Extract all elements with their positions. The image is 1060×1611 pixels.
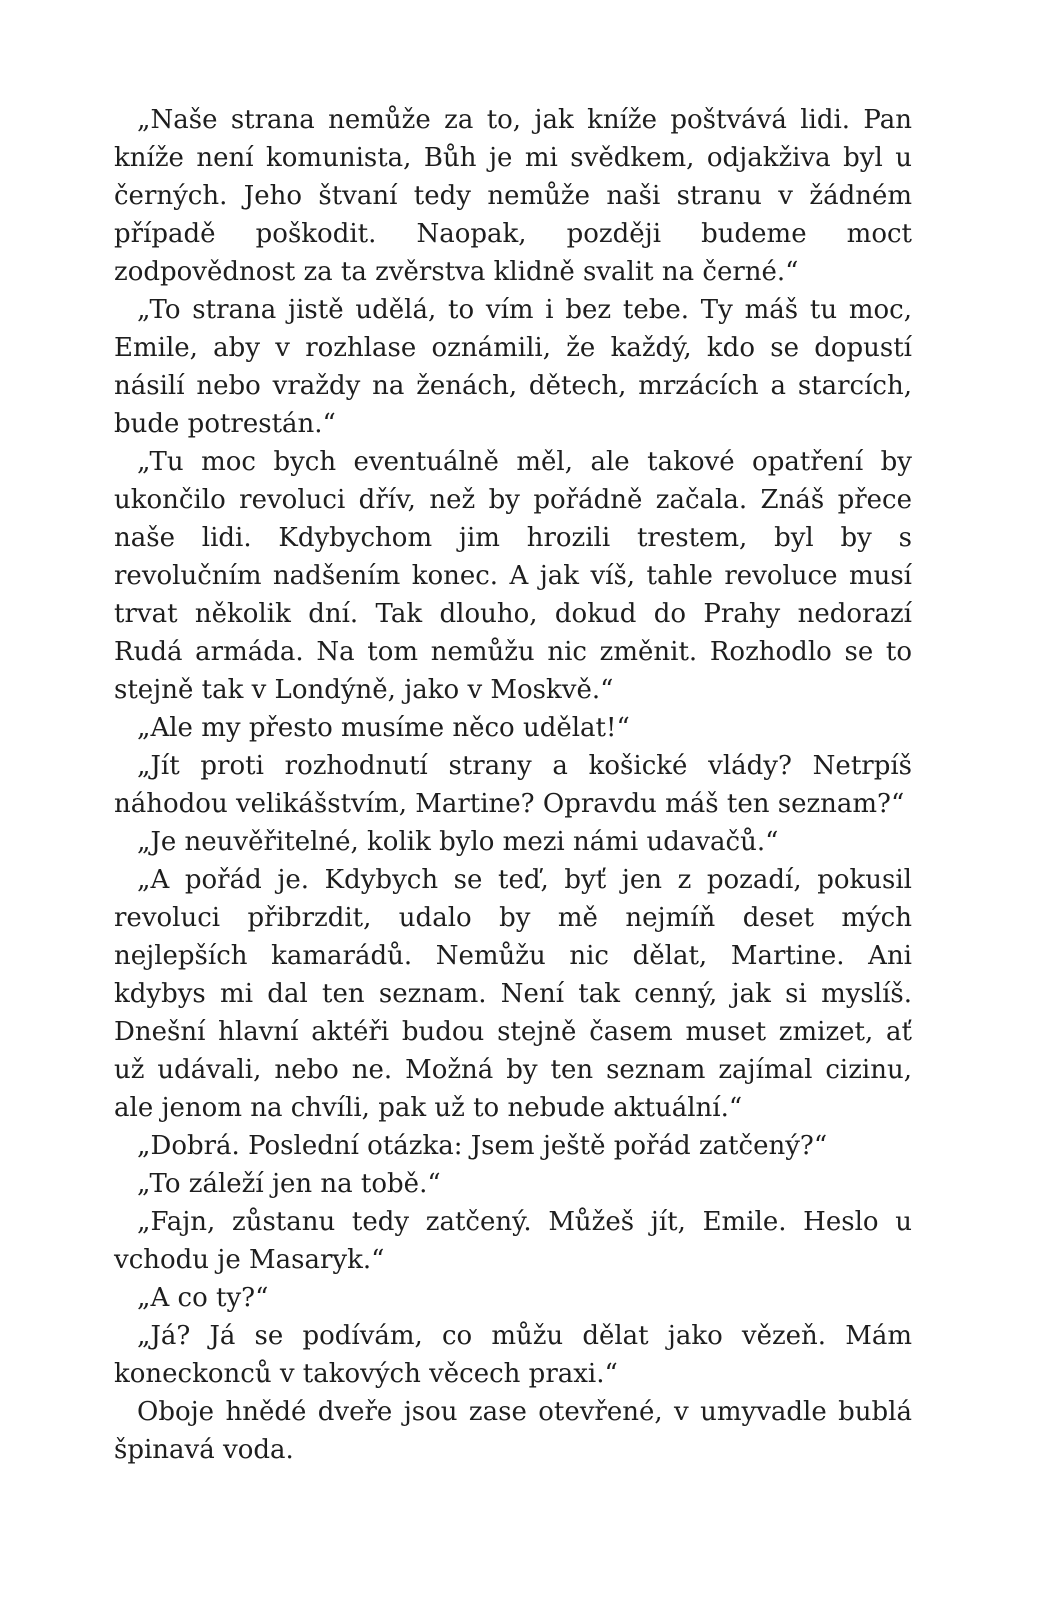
paragraph: „To záleží jen na tobě.“ xyxy=(137,1169,441,1199)
paragraph: „Ale my přesto musíme něco udělat!“ xyxy=(137,713,630,743)
paragraph: „Naše strana nemůže za to, jak kníže poštvává lidi. Pan kníže není komunista, Bůh je mi svědkem, odjakživa byl u černých. Jeho štvaní tedy nemůže naši stranu v žádném případě poškodit. Naopak, později budeme moct zodpovědnost za ta zvěrstva klidně svalit na černé.“ xyxy=(114,105,912,287)
text-block xyxy=(114,101,912,1469)
paragraph: „Tu moc bych eventuálně měl, ale takové opatření by ukončilo revoluci dřív, než by pořádně začala. Znáš přece naše lidi. Kdybychom jim hrozili trestem, byl by s revolučním nadšením konec. A jak víš, tahle revoluce musí trvat několik dní. Tak dlouho, dokud do Prahy nedorazí Rudá armáda. Na tom nemůžu nic změnit. Rozhodlo se to stejně tak v Londýně, jako v Moskvě.“ xyxy=(114,447,912,705)
paragraph: „A co ty?“ xyxy=(137,1283,269,1313)
paragraph: Oboje hnědé dveře jsou zase otevřené, v umyvadle bublá špinavá voda. xyxy=(114,1397,912,1465)
paragraph: „Jít proti rozhodnutí strany a košické vlády? Netrpíš náhodou velikášstvím, Martine? Opravdu máš ten seznam?“ xyxy=(114,751,912,819)
paragraph: „Dobrá. Poslední otázka: Jsem ještě pořád zatčený?“ xyxy=(137,1131,828,1161)
paragraph: „A pořád je. Kdybych se teď, byť jen z pozadí, pokusil revoluci přibrzdit, udalo by mě nejmíň deset mých nejlepších kamarádů. Nemůžu nic dělat, Martine. Ani kdybys mi dal ten seznam. Není tak cenný, jak si myslíš. Dnešní hlavní aktéři budou stejně časem muset zmizet, ať už udávali, nebo ne. Možná by ten seznam zajímal cizinu, ale jenom na chvíli, pak už to nebude aktuální.“ xyxy=(114,865,912,1123)
paragraph: „To strana jistě udělá, to vím i bez tebe. Ty máš tu moc, Emile, aby v rozhlase oznámili, že každý, kdo se dopustí násilí nebo vraždy na ženách, dětech, mrzácích a starcích, bude potrestán.“ xyxy=(114,295,912,439)
paragraph: „Fajn, zůstanu tedy zatčený. Můžeš jít, Emile. Heslo u vchodu je Masaryk.“ xyxy=(114,1207,912,1275)
paragraph: „Je neuvěřitelné, kolik bylo mezi námi udavačů.“ xyxy=(137,827,779,857)
paragraph: „Já? Já se podívám, co můžu dělat jako vězeň. Mám koneckonců v takových věcech praxi.“ xyxy=(114,1321,912,1389)
